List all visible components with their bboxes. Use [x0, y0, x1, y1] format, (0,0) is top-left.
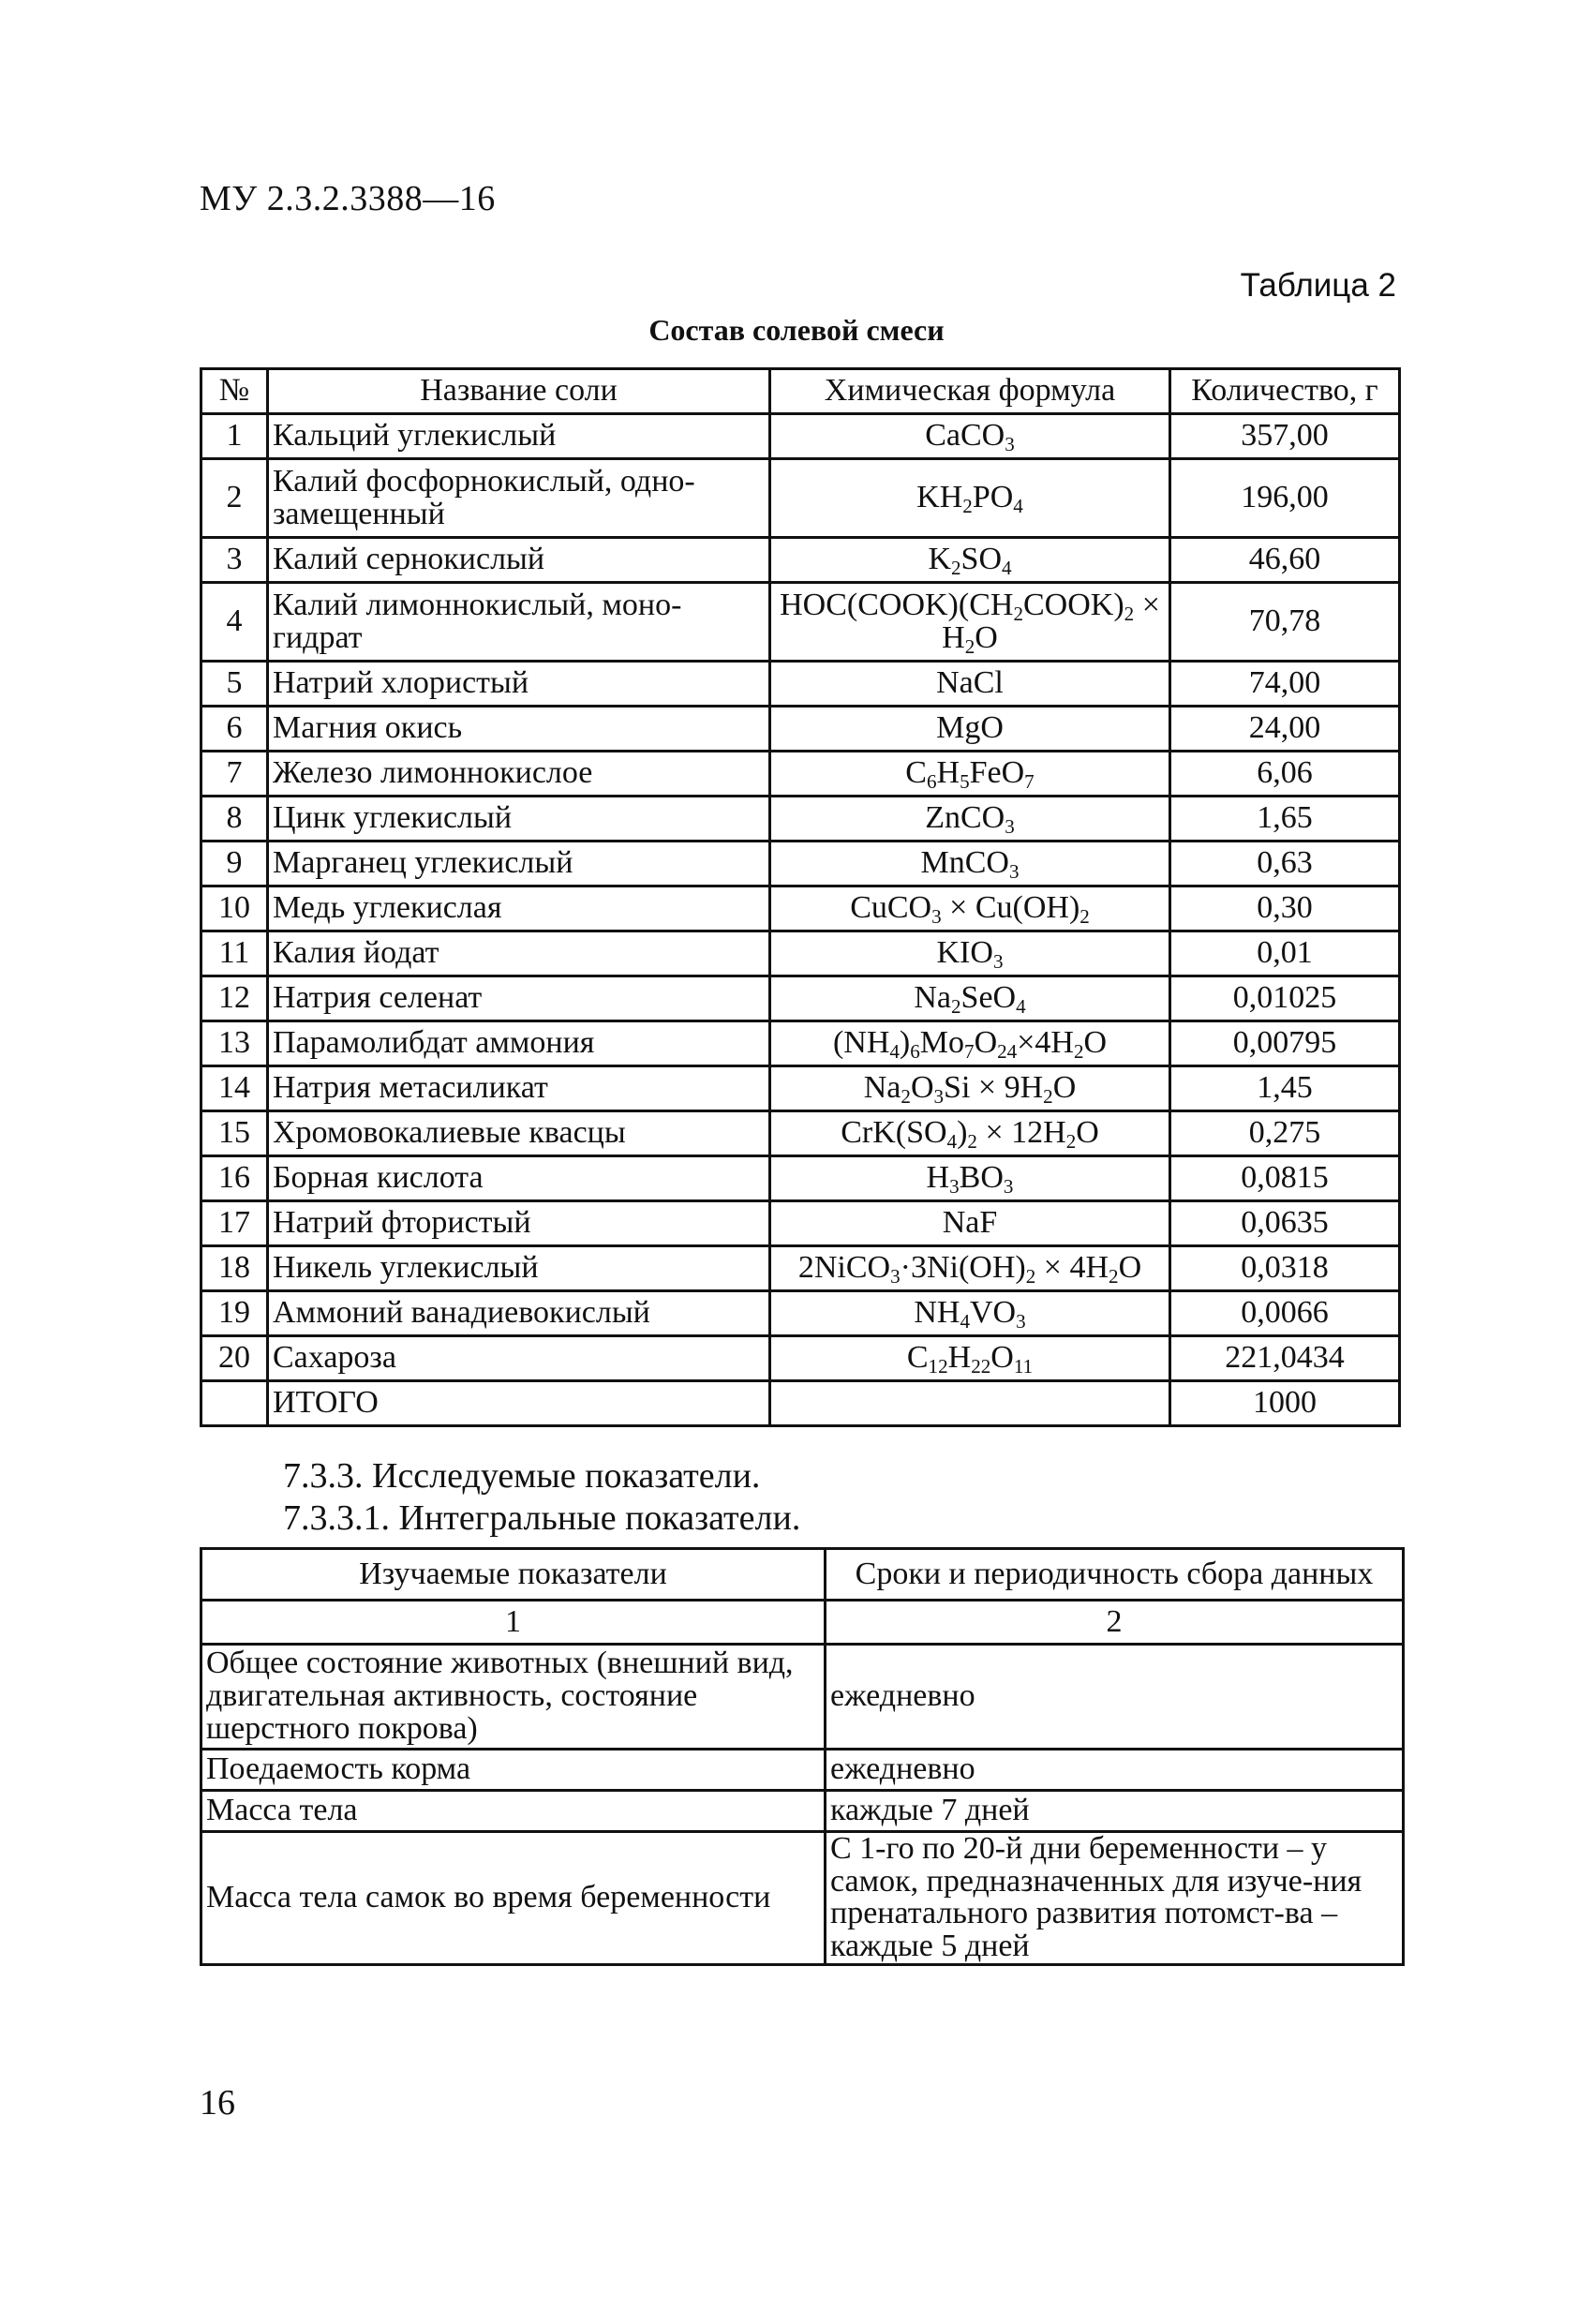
row-number: 10 [201, 886, 268, 931]
collection-timing: каждые 7 дней [826, 1791, 1404, 1832]
chemical-formula: $C_{12}H_{22}O_{11}$ [770, 1336, 1170, 1381]
table-row [201, 1381, 1400, 1426]
table-caption: Состав солевой смеси [648, 313, 945, 347]
quantity: 0,00795 [1170, 1021, 1400, 1066]
salt-table-body [201, 414, 1400, 1426]
chemical-formula: $2NiCO_3\cdot 3Ni(OH)_2 \times 4H_2O$ [770, 1246, 1170, 1291]
column-index-row [201, 1601, 1404, 1645]
col-header-timing: Сроки и периодичность сбора данных [826, 1549, 1404, 1601]
table-row [201, 1156, 1400, 1201]
table-header-row [201, 1549, 1404, 1601]
section-heading-7-3-3-1: 7.3.3.1. Интегральные показатели. [283, 1498, 801, 1538]
table-row [201, 886, 1400, 931]
col-header-quantity: Количество, г [1170, 369, 1400, 414]
col-header-indicators: Изучаемые показатели [201, 1549, 826, 1601]
chemical-formula: $H_3BO_3$ [770, 1156, 1170, 1201]
quantity: 74,00 [1170, 662, 1400, 707]
table-row [201, 842, 1400, 886]
salt-name: Парамолибдат аммония [268, 1021, 770, 1066]
salt-name: Калий фосфорнокислый, одно- замещенный [268, 459, 770, 538]
indicator-name: Поедаемость корма [201, 1750, 826, 1791]
row-number: 15 [201, 1111, 268, 1156]
chemical-formula: CaCO$_3$ [770, 414, 1170, 459]
row-number: 11 [201, 931, 268, 976]
table-row [201, 752, 1400, 797]
chemical-formula: ZnCO$_3$ [770, 797, 1170, 842]
row-number: 14 [201, 1066, 268, 1111]
quantity: 46,60 [1170, 538, 1400, 583]
collection-timing: С 1-го по 20-й дни беременности – у самок, предназначенных для изуче-ния пренатального развития потомст-ва – каждые 5 дней [826, 1832, 1404, 1965]
chemical-formula: CuCO$_3$ × $Cu(OH)_2$ [770, 886, 1170, 931]
salt-name: Натрия метасиликат [268, 1066, 770, 1111]
quantity: 1,65 [1170, 797, 1400, 842]
quantity: 0,0318 [1170, 1246, 1400, 1291]
indicators-table [200, 1547, 1405, 1966]
salt-name: Натрий фтористый [268, 1201, 770, 1246]
collection-timing: ежедневно [826, 1750, 1404, 1791]
table-row [201, 459, 1400, 538]
quantity: 0,0066 [1170, 1291, 1400, 1336]
quantity: 357,00 [1170, 414, 1400, 459]
chemical-formula: $C_6H_5FeO_7$ [770, 752, 1170, 797]
table-row [201, 1201, 1400, 1246]
chemical-formula: $Na_2SeO_4$ [770, 976, 1170, 1021]
table-row [201, 662, 1400, 707]
quantity: 70,78 [1170, 583, 1400, 662]
chemical-formula: $KIO_3$ [770, 931, 1170, 976]
quantity: 1000 [1170, 1381, 1400, 1426]
table-row [201, 414, 1400, 459]
salt-name: Магния окись [268, 707, 770, 752]
quantity: 0,01025 [1170, 976, 1400, 1021]
table-row [201, 931, 1400, 976]
quantity: 0,30 [1170, 886, 1400, 931]
row-number: 16 [201, 1156, 268, 1201]
page-number: 16 [200, 2083, 235, 2123]
salt-name: Хромовокалиевые квасцы [268, 1111, 770, 1156]
chemical-formula: MgO [770, 707, 1170, 752]
salt-name: Натрия селенат [268, 976, 770, 1021]
chemical-formula: $K_2SO_4$ [770, 538, 1170, 583]
table-row [201, 1645, 1404, 1750]
salt-name: Марганец углекислый [268, 842, 770, 886]
salt-name: Медь углекислая [268, 886, 770, 931]
col-header-number: № [201, 369, 268, 414]
salt-name: Калия йодат [268, 931, 770, 976]
row-number: 20 [201, 1336, 268, 1381]
chemical-formula: $CrK(SO_4)_2 \times 12H_2O$ [770, 1111, 1170, 1156]
table-row [201, 1832, 1404, 1965]
table-row [201, 1791, 1404, 1832]
document-code: МУ 2.3.2.3388—16 [200, 179, 496, 218]
chemical-formula: $(NH_4)_6Mo_7O_{24}\times 4H_2O$ [770, 1021, 1170, 1066]
col-header-formula: Химическая формула [770, 369, 1170, 414]
column-index: 1 [201, 1601, 826, 1645]
row-number: 7 [201, 752, 268, 797]
row-number: 6 [201, 707, 268, 752]
table-row [201, 797, 1400, 842]
chemical-formula: NaCl [770, 662, 1170, 707]
table-row [201, 1750, 1404, 1791]
chemical-formula: NaF [770, 1201, 1170, 1246]
chemical-formula: $Na_2O_3Si \times 9H_2O$ [770, 1066, 1170, 1111]
salt-name: Кальций углекислый [268, 414, 770, 459]
salt-name: Никель углекислый [268, 1246, 770, 1291]
indicator-name: Общее состояние животных (внешний вид, двигательная активность, состояние шерстного покрова) [201, 1645, 826, 1750]
chemical-formula: $NH_4VO_3$ [770, 1291, 1170, 1336]
quantity: 0,0815 [1170, 1156, 1400, 1201]
quantity: 221,0434 [1170, 1336, 1400, 1381]
chemical-formula: $KH_2PO_4$ [770, 459, 1170, 538]
collection-timing: ежедневно [826, 1645, 1404, 1750]
table-row [201, 707, 1400, 752]
section-heading-7-3-3: 7.3.3. Исследуемые показатели. [283, 1456, 761, 1496]
indicator-name: Масса тела самок во время беременности [201, 1832, 826, 1965]
salt-name: Сахароза [268, 1336, 770, 1381]
quantity: 0,01 [1170, 931, 1400, 976]
row-number: 3 [201, 538, 268, 583]
row-number: 5 [201, 662, 268, 707]
row-number: 9 [201, 842, 268, 886]
salt-name: Цинк углекислый [268, 797, 770, 842]
row-number: 2 [201, 459, 268, 538]
salt-name: Железо лимоннокислое [268, 752, 770, 797]
quantity: 6,06 [1170, 752, 1400, 797]
salt-name: Аммоний ванадиевокислый [268, 1291, 770, 1336]
table-row [201, 976, 1400, 1021]
row-number: 17 [201, 1201, 268, 1246]
row-number: 13 [201, 1021, 268, 1066]
salt-name: Калий лимоннокислый, моно- гидрат [268, 583, 770, 662]
chemical-formula: MnCO$_3$ [770, 842, 1170, 886]
chemical-formula: $HOC(COOK)(CH_2COOK)_2 \times H_2O$ [770, 583, 1170, 662]
table-row [201, 1336, 1400, 1381]
quantity: 0,0635 [1170, 1201, 1400, 1246]
table-row [201, 1246, 1400, 1291]
row-number [201, 1381, 268, 1426]
table-row [201, 1021, 1400, 1066]
row-number: 12 [201, 976, 268, 1021]
quantity: 1,45 [1170, 1066, 1400, 1111]
column-index: 2 [826, 1601, 1404, 1645]
col-header-salt-name: Название соли [268, 369, 770, 414]
salt-composition-table [200, 367, 1401, 1427]
indicator-name: Масса тела [201, 1791, 826, 1832]
table-row [201, 1111, 1400, 1156]
salt-name: Борная кислота [268, 1156, 770, 1201]
table-row [201, 1291, 1400, 1336]
salt-name: Натрий хлористый [268, 662, 770, 707]
indicators-table-body [201, 1645, 1404, 1965]
table-row [201, 538, 1400, 583]
row-number: 19 [201, 1291, 268, 1336]
row-number: 4 [201, 583, 268, 662]
quantity: 0,275 [1170, 1111, 1400, 1156]
row-number: 1 [201, 414, 268, 459]
table-row [201, 583, 1400, 662]
table-header-row [201, 369, 1400, 414]
quantity: 196,00 [1170, 459, 1400, 538]
row-number: 8 [201, 797, 268, 842]
quantity: 24,00 [1170, 707, 1400, 752]
salt-name: ИТОГО [268, 1381, 770, 1426]
table-row [201, 1066, 1400, 1111]
salt-name: Калий сернокислый [268, 538, 770, 583]
chemical-formula [770, 1381, 1170, 1426]
quantity: 0,63 [1170, 842, 1400, 886]
table-label: Таблица 2 [1240, 267, 1396, 304]
row-number: 18 [201, 1246, 268, 1291]
